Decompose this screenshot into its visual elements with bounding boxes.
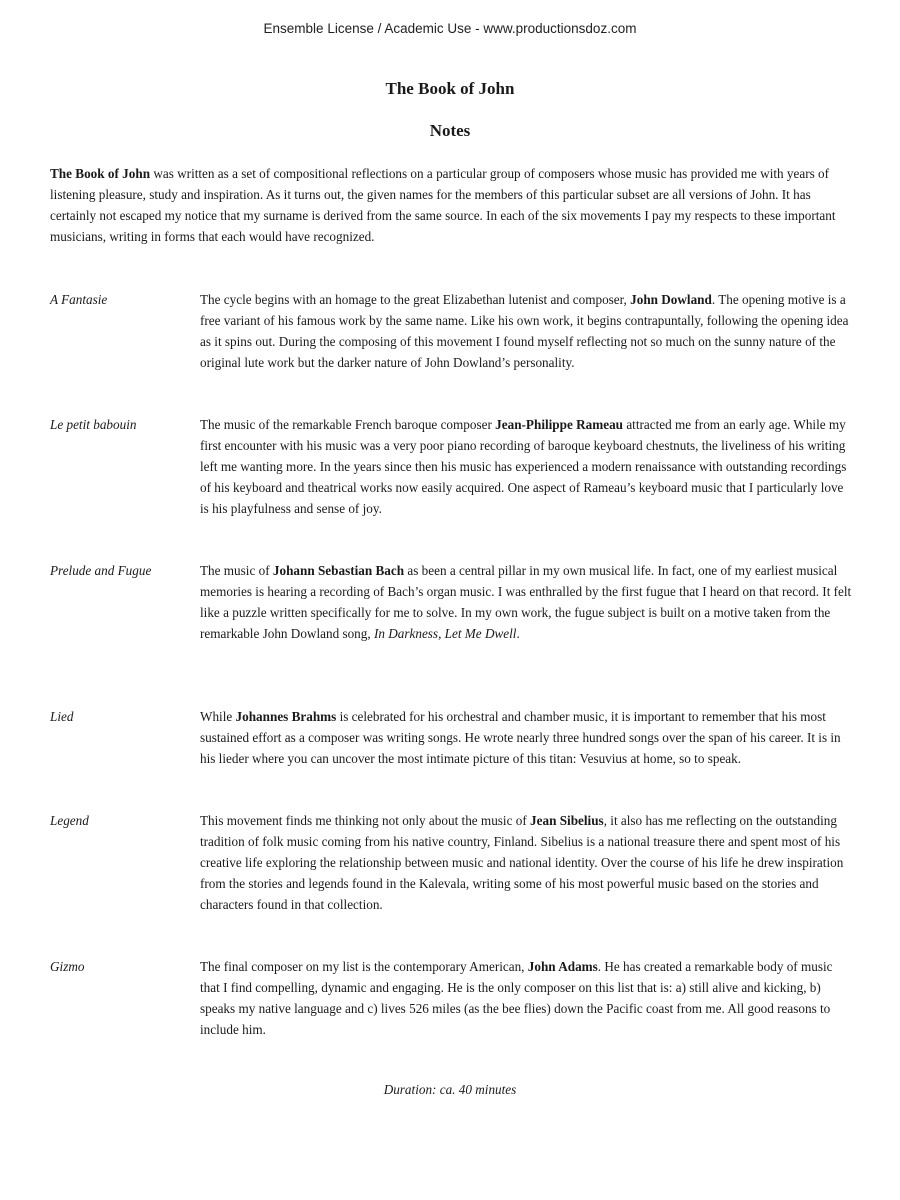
- song-title: In Darkness, Let Me Dwell: [373, 626, 517, 641]
- movement-name: Lied: [50, 709, 74, 724]
- intro-text: was written as a set of compositional reflections on a particular group of composers whose music has provided me with years of listening pleasure, study and inspiration. As it turns out, the given names for the members of this particular subset are all versions of John. It has certainly not escaped my notice that my surname is derived from the same source. In each of the six movements I pay my respects to these important musicians, writing in forms that each would have recognized.: [50, 166, 836, 244]
- movement-text: [200, 289, 852, 373]
- movement-text: [200, 706, 852, 769]
- movement-text: [200, 810, 852, 915]
- duration-note: Duration: ca. 40 minutes: [383, 1082, 517, 1097]
- movement-name: Prelude and Fugue: [50, 563, 152, 578]
- movement-text-pre: This movement finds me thinking not only about the music of: [200, 813, 531, 828]
- intro-work-title: The Book of John: [50, 166, 151, 181]
- movement-text-post: attracted me from an early age. While my first encounter with his music was a very poor piano recording of baroque keyboard chestnuts, the liveliness of his writing left me wanting more. In the years since then his music has experienced a modern renaissance with outstanding recordings of his keyboard and theatrical works now easily acquired. One aspect of Rameau’s keyboard music that I particularly love is his playfulness and sense of joy.: [200, 417, 847, 516]
- intro-paragraph: [50, 163, 850, 247]
- movement-text-pre: The final composer on my list is the contemporary American,: [200, 959, 528, 974]
- composer-name: Johannes Brahms: [235, 709, 337, 724]
- license-header: Ensemble License / Academic Use - www.productionsdoz.com: [263, 21, 637, 36]
- document-title: The Book of John: [385, 79, 515, 98]
- movement-text-pre: The music of the remarkable French baroque composer: [200, 417, 496, 432]
- movement-text: [200, 414, 852, 519]
- movement-text-post: is celebrated for his orchestral and chamber music, it is important to remember that his most sustained effort as a composer was writing songs. He wrote nearly three hundred songs over the span of his career. It is in his lieder where you can uncover the most intimate picture of this titan: Vesuvius at home, so to speak.: [200, 709, 841, 766]
- document-subtitle: Notes: [429, 121, 471, 140]
- movement-text: [200, 560, 852, 644]
- movement-text-post: , it also has me reflecting on the outstanding tradition of folk music coming from his native country, Finland. Sibelius is a national treasure there and spent most of his creative life exploring the relationship between music and national identity. Over the course of his life he drew inspiration from the stories and legends found in the Kalevala, writing some of his most powerful music based on the stories and characters found in that collection.: [200, 813, 844, 912]
- movement-name: Gizmo: [50, 959, 85, 974]
- movement-name: Le petit babouin: [50, 417, 137, 432]
- composer-name: John Dowland: [630, 292, 712, 307]
- composer-name: Jean-Philippe Rameau: [495, 417, 624, 432]
- movement-text-pre: While: [200, 709, 236, 724]
- movement-text-pre: The cycle begins with an homage to the great Elizabethan lutenist and composer,: [200, 292, 631, 307]
- movement-name: A Fantasie: [50, 292, 108, 307]
- movement-text: [200, 956, 852, 1040]
- movement-text-post: . The opening motive is a free variant of his famous work by the same name. Like his own work, it begins contrapuntally, following the opening idea as it spins out. During the composing of this movement I found myself reflecting not so much on the sunny nature of the original lute work but the darker nature of John Dowland’s personality.: [200, 292, 849, 370]
- movement-text-post: as been a central pillar in my own musical life. In fact, one of my earliest musical memories is hearing a recording of Bach’s organ music. I was enthralled by the first fugue that I heard on that record. It felt like a puzzle written specifically for me to solve. In my own work, the fugue subject is built on a motive taken from the remarkable John Dowland song,: [200, 563, 852, 641]
- movement-text-pre: The music of: [200, 563, 273, 578]
- composer-name: John Adams: [527, 959, 598, 974]
- movement-text-post: . He has created a remarkable body of music that I find compelling, dynamic and engaging. He is the only composer on this list that is: a) still alive and kicking, b) speaks my native language and c) lives 526 miles (as the bee flies) down the Pacific coast from me. All good reasons to include him.: [200, 959, 833, 1037]
- composer-name: Johann Sebastian Bach: [272, 563, 405, 578]
- movement-text-tail: .: [516, 626, 520, 641]
- composer-name: Jean Sibelius: [530, 813, 604, 828]
- movement-name: Legend: [50, 813, 89, 828]
